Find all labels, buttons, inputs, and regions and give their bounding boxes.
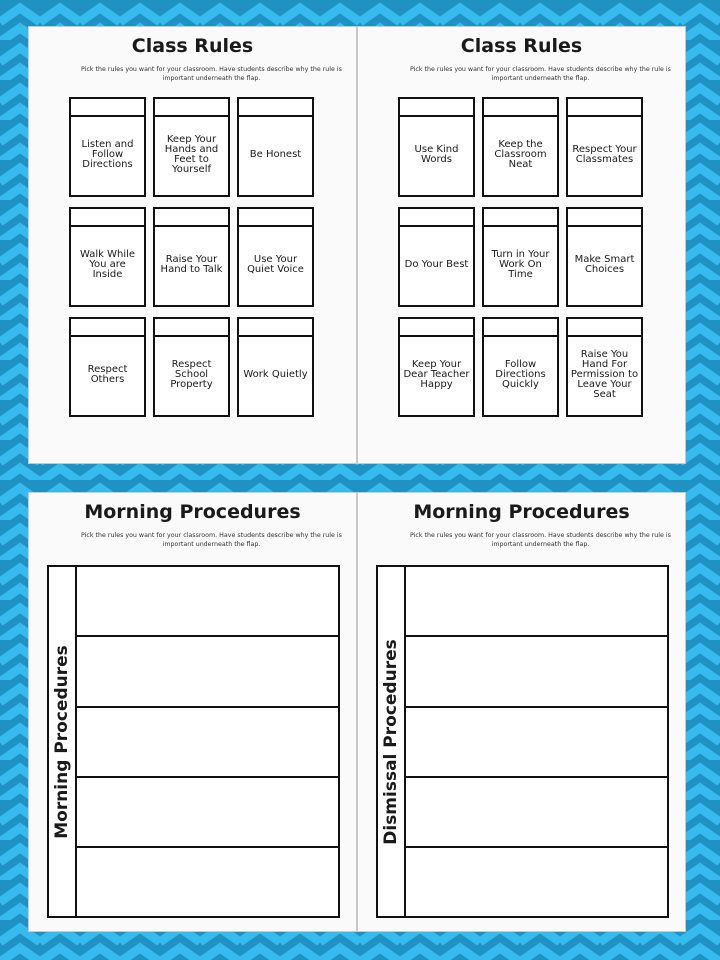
rule-flap[interactable] xyxy=(482,97,559,197)
rule-label: Keep Your Dear Teacher Happy xyxy=(403,359,470,390)
rule-flap[interactable] xyxy=(566,317,643,417)
rule-label: Raise Your Hand to Talk xyxy=(160,254,223,275)
procedure-flap-line xyxy=(75,776,338,778)
rule-flap[interactable] xyxy=(482,207,559,307)
morning-procedures-page xyxy=(28,492,357,932)
rule-label: Walk While You are Inside xyxy=(79,249,136,280)
rule-label: Use Your Quiet Voice xyxy=(247,254,304,275)
procedure-flap-line xyxy=(75,846,338,848)
rule-flap[interactable] xyxy=(237,207,314,307)
rule-flap[interactable] xyxy=(566,207,643,307)
dismissal-procedures-page xyxy=(357,492,686,932)
rule-flap[interactable] xyxy=(69,97,146,197)
page-instructions: Pick the rules you want for your classroom. Have students describe why the rule is important underneath the flap. xyxy=(81,66,342,82)
rule-label: Respect School Property xyxy=(170,359,213,390)
class-rules-page-2 xyxy=(357,26,686,464)
rule-flap[interactable] xyxy=(153,207,230,307)
side-label: Dismissal Procedures xyxy=(381,638,401,845)
procedures-side-tab xyxy=(378,567,406,916)
rule-flap[interactable] xyxy=(482,317,559,417)
procedures-flipbook xyxy=(376,565,669,918)
rule-label: Be Honest xyxy=(249,149,302,160)
rule-label: Keep Your Hands and Feet to Yourself xyxy=(164,134,219,175)
side-label: Morning Procedures xyxy=(52,644,72,839)
page-instructions: Pick the rules you want for your classroom. Have students describe why the rule is important underneath the flap. xyxy=(410,532,671,548)
rule-label: Work Quietly xyxy=(243,369,308,380)
rule-flap[interactable] xyxy=(69,317,146,417)
rule-label: Raise You Hand For Permission to Leave Your Seat xyxy=(570,349,639,400)
class-rules-page-1 xyxy=(28,26,357,464)
page-instructions: Pick the rules you want for your classroom. Have students describe why the rule is important underneath the flap. xyxy=(81,532,342,548)
page-title: Class Rules xyxy=(131,35,254,57)
procedure-flap-line xyxy=(75,635,338,637)
rule-label: Turn in Your Work On Time xyxy=(491,249,550,280)
rule-label: Follow Directions Quickly xyxy=(495,359,546,390)
procedure-flap-line xyxy=(404,706,667,708)
rule-label: Respect Others xyxy=(87,364,128,385)
rule-label: Respect Your Classmates xyxy=(572,144,637,165)
rule-flap[interactable] xyxy=(398,97,475,197)
rule-label: Use Kind Words xyxy=(414,144,459,165)
rule-label: Keep the Classroom Neat xyxy=(494,139,547,170)
page-title: Morning Procedures xyxy=(84,501,301,523)
rule-flap[interactable] xyxy=(237,317,314,417)
page-title: Class Rules xyxy=(460,35,583,57)
procedure-flap-line xyxy=(404,776,667,778)
procedure-flap-line xyxy=(75,706,338,708)
rule-flap[interactable] xyxy=(237,97,314,197)
rule-flap[interactable] xyxy=(153,317,230,417)
procedure-flap-line xyxy=(404,635,667,637)
rule-flap[interactable] xyxy=(153,97,230,197)
rule-label: Do Your Best xyxy=(404,259,469,270)
rule-label: Make Smart Choices xyxy=(574,254,635,275)
rule-flap[interactable] xyxy=(69,207,146,307)
rule-flap[interactable] xyxy=(398,207,475,307)
page-title: Morning Procedures xyxy=(413,501,630,523)
procedures-side-tab xyxy=(49,567,77,916)
rule-flap[interactable] xyxy=(566,97,643,197)
rule-flap[interactable] xyxy=(398,317,475,417)
procedures-flipbook xyxy=(47,565,340,918)
rule-label: Listen and Follow Directions xyxy=(81,139,134,170)
page-instructions: Pick the rules you want for your classroom. Have students describe why the rule is important underneath the flap. xyxy=(410,66,671,82)
procedure-flap-line xyxy=(404,846,667,848)
